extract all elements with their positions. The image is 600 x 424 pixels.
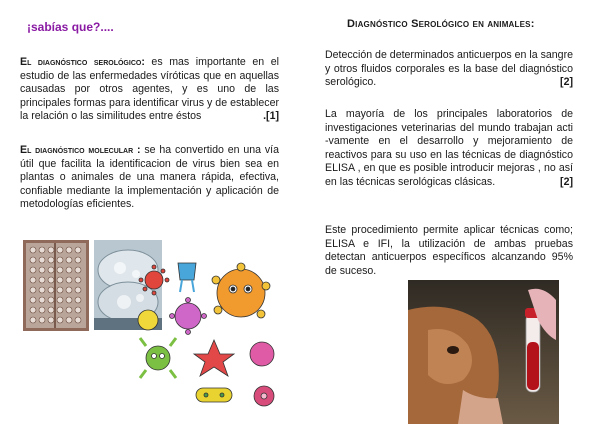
cow-blood-sample-image	[408, 280, 559, 424]
detection-paragraph	[325, 49, 573, 90]
molecular-text: se ha convertido en una vía útil que facilita la identificacion de virus bien sea en plantas o animales de una manera rápida, efectiva, confiable mediante la implementación y aplicación de metodologías eficientes.	[20, 144, 279, 211]
elisa-plate-image	[23, 240, 89, 331]
right-heading: Diagnóstico Serológico en animales:	[347, 18, 535, 30]
serology-paragraph	[20, 56, 279, 124]
laboratories-paragraph	[325, 108, 573, 190]
virus-cartoon-image	[136, 258, 286, 418]
left-heading: ¡sabías que?....	[27, 20, 114, 34]
molecular-paragraph	[20, 144, 279, 212]
detection-citation: [2]	[560, 76, 573, 89]
laboratories-text: La mayoría de los principales laboratorios de investigaciones veterinarias del mundo trabajan acti -vamente en el desarrollo y mejoramiento de reactivos para su uso en las técnicas de diagnóstico ELISA , en que es posible introducir mejoras , no así en las técnicas serológicas clásicas.	[325, 108, 573, 188]
serology-text: es mas importante en el estudio de las enfermedades víróticas que en aquellas causadas por otros agentes, y es uno de las principales formas para identificar virus y de establecer la relación o las similitudes entre éstos	[20, 56, 279, 123]
molecular-lead: El diagnóstico molecular :	[20, 144, 141, 156]
laboratories-citation: [2]	[560, 175, 573, 188]
serology-lead: El diagnóstico serológico:	[20, 56, 145, 68]
procedure-text: Este procedimiento permite aplicar técnicas como; ELISA e IFI, la utilización de ambas pruebas detectan anticuerpos específicos alcanzando 95% de suceso.	[325, 224, 573, 277]
serology-citation: .[1]	[263, 110, 279, 123]
procedure-paragraph	[325, 224, 573, 278]
detection-text: Detección de determinados anticuerpos en la sangre y otros fluidos corporales es la base del diagnóstico serológico.	[325, 49, 573, 89]
